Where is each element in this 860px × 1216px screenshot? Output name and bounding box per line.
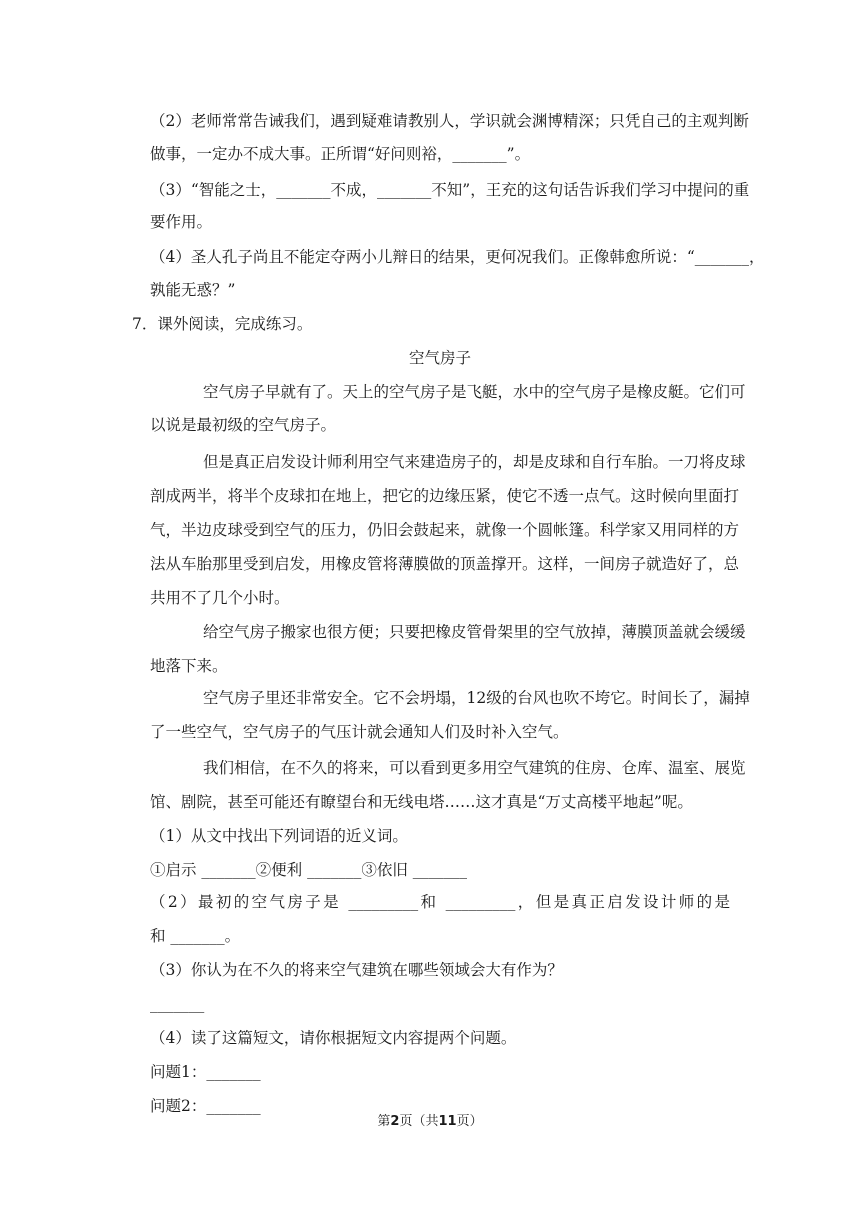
passage-p2-line3: 气，半边皮球受到空气的压力，仍旧会鼓起来，就像一个圆帐篷。科学家又用同样的方 — [150, 521, 740, 539]
q6-part3-line1: （3）“智能之士，_______不成，_______不知”，王充的这句话告诉我们学习中提问的重 — [150, 181, 750, 199]
q7-part2-line2: 和 _______。 — [150, 927, 241, 945]
passage-p3-line2: 地落下来。 — [150, 657, 228, 675]
passage-p2-line2: 剖成两半，将半个皮球扣在地上，把它的边缘压紧，使它不透一点气。这时候向里面打 — [150, 487, 740, 505]
q6-part4-line1: （4）圣人孔子尚且不能定夺两小儿辩日的结果，更何况我们。正像韩愈所说：“_______， — [150, 248, 765, 266]
footer-mid: 页（共 — [399, 1114, 439, 1129]
q7-part1-blanks: ①启示 _______②便利 _______③依旧 _______ — [150, 861, 468, 879]
passage-p4-line1: 空气房子里还非常安全。它不会坍塌，12级的台风也吹不垮它。时间长了，漏掉 — [203, 689, 750, 707]
q7-part4-question1: 问题1：_______ — [150, 1063, 261, 1081]
passage-p4-line2: 了一些空气，空气房子的气压计就会通知人们及时补入空气。 — [150, 723, 569, 741]
passage-p1-line2: 以说是最初级的空气房子。 — [150, 416, 337, 434]
q6-part2-line2: 做事，一定办不成大事。正所谓“好问则裕，_______”。 — [150, 145, 531, 163]
passage-p2-line1: 但是真正启发设计师利用空气来建造房子的，却是皮球和自行车胎。一刀将皮球 — [203, 453, 746, 471]
q6-part2-line1: （2）老师常常告诫我们，遇到疑难请教别人，学识就会渊博精深；只凭自己的主观判断 — [150, 112, 749, 130]
passage-p3-line1: 给空气房子搬家也很方便；只要把橡皮管骨架里的空气放掉，薄膜顶盖就会缓缓 — [203, 623, 746, 641]
passage-p1-line1: 空气房子早就有了。天上的空气房子是飞艇，水中的空气房子是橡皮艇。它们可 — [203, 383, 746, 401]
passage-p5-line1: 我们相信，在不久的将来，可以看到更多用空气建筑的住房、仓库、温室、展览 — [203, 759, 746, 777]
footer-page-total: 11 — [438, 1114, 457, 1129]
footer-page-number: 2 — [390, 1114, 400, 1129]
q7-part3-prompt: （3）你认为在不久的将来空气建筑在哪些领域会大有作为？ — [150, 961, 563, 979]
passage-p2-line5: 共用不了几个小时。 — [150, 589, 290, 607]
q6-part3-line2: 要作用。 — [150, 213, 213, 231]
q6-part4-line2: 孰能无惑？” — [150, 281, 236, 299]
q7-part3-blank: _______ — [150, 995, 205, 1013]
footer-suffix: 页） — [456, 1114, 483, 1129]
passage-title: 空气房子 — [408, 349, 471, 367]
q7-part2-line1: （2）最初的空气房子是 _________和 _________，但是真正启发设计师的是 — [150, 893, 730, 911]
passage-p5-line2: 馆、剧院，甚至可能还有瞭望台和无线电塔……这才真是“万丈高楼平地起”呢。 — [150, 793, 693, 811]
q7-part4-question2: 问题2：_______ — [150, 1097, 261, 1115]
footer-prefix: 第 — [377, 1114, 391, 1129]
q7-part1-prompt: （1）从文中找出下列词语的近义词。 — [150, 827, 408, 845]
question-7-heading: 7．课外阅读，完成练习。 — [132, 315, 313, 333]
q7-part4-prompt: （4）读了这篇短文，请你根据短文内容提两个问题。 — [150, 1029, 517, 1047]
page-footer — [0, 1112, 860, 1132]
passage-p2-line4: 法从车胎那里受到启发，用橡皮管将薄膜做的顶盖撑开。这样，一间房子就造好了，总 — [150, 555, 740, 573]
